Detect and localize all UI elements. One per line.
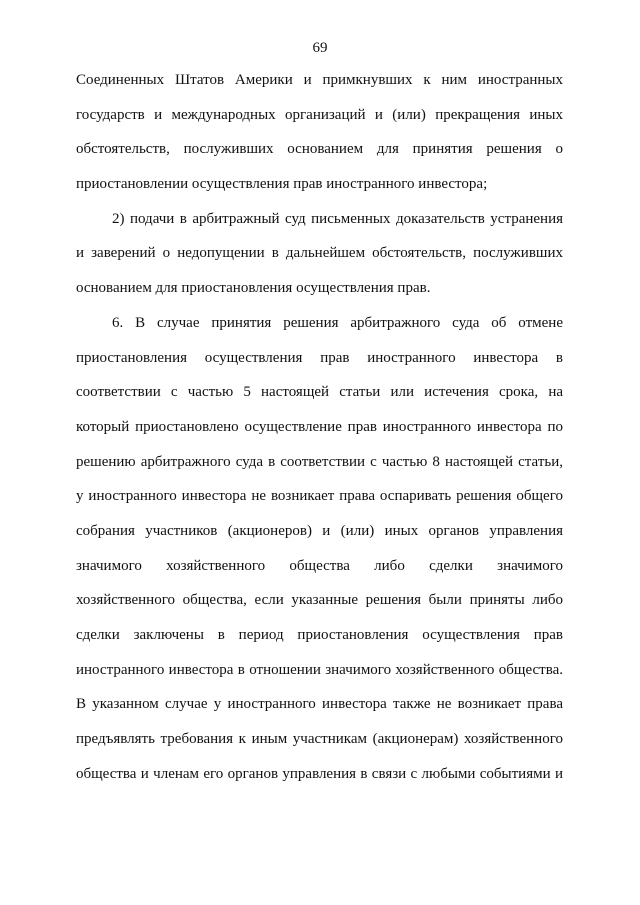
text-line: решению арбитражного суда в соответствии с частью 8 настоящей статьи, — [76, 453, 563, 470]
text-line: В указанном случае у иностранного инвестора также не возникает права — [76, 696, 563, 713]
text-line: у иностранного инвестора не возникает права оспаривать решения общего — [76, 488, 563, 505]
text-line: хозяйственного общества, если указанные решения были приняты либо — [76, 592, 563, 609]
page-number: 69 — [312, 40, 328, 56]
text-line: который приостановлено осуществление прав иностранного инвестора по — [76, 418, 563, 435]
text-line: приостановления осуществления прав иностранного инвестора в — [76, 349, 563, 366]
text-line: основанием для приостановления осуществления прав. — [76, 280, 431, 297]
text-line: обстоятельств, послуживших основанием для принятия решения о — [76, 141, 563, 158]
text-line: соответствии с частью 5 настоящей статьи или истечения срока, на — [76, 384, 563, 401]
text-line: собрания участников (акционеров) и (или) иных органов управления — [76, 522, 563, 539]
text-line: приостановлении осуществления прав иностранного инвестора; — [76, 176, 488, 193]
text-line: иностранного инвестора в отношении значимого хозяйственного общества. — [76, 661, 563, 678]
text-line: сделки заключены в период приостановления осуществления прав — [76, 627, 563, 643]
text-line: Соединенных Штатов Америки и примкнувших к ним иностранных — [76, 72, 563, 88]
text-line: предъявлять требования к иным участникам (акционерам) хозяйственного — [76, 731, 563, 748]
document-body — [76, 70, 563, 798]
text-line: 6. В случае принятия решения арбитражного суда об отмене — [112, 314, 563, 331]
text-line: 2) подачи в арбитражный суд письменных доказательств устранения — [112, 210, 563, 227]
text-line: значимого хозяйственного общества либо сделки значимого — [76, 557, 563, 574]
text-line: общества и членам его органов управления в связи с любыми событиями и — [76, 765, 563, 782]
text-line: государств и международных организаций и (или) прекращения иных — [76, 106, 563, 123]
text-line: и заверений о недопущении в дальнейшем обстоятельств, послуживших — [76, 245, 563, 262]
